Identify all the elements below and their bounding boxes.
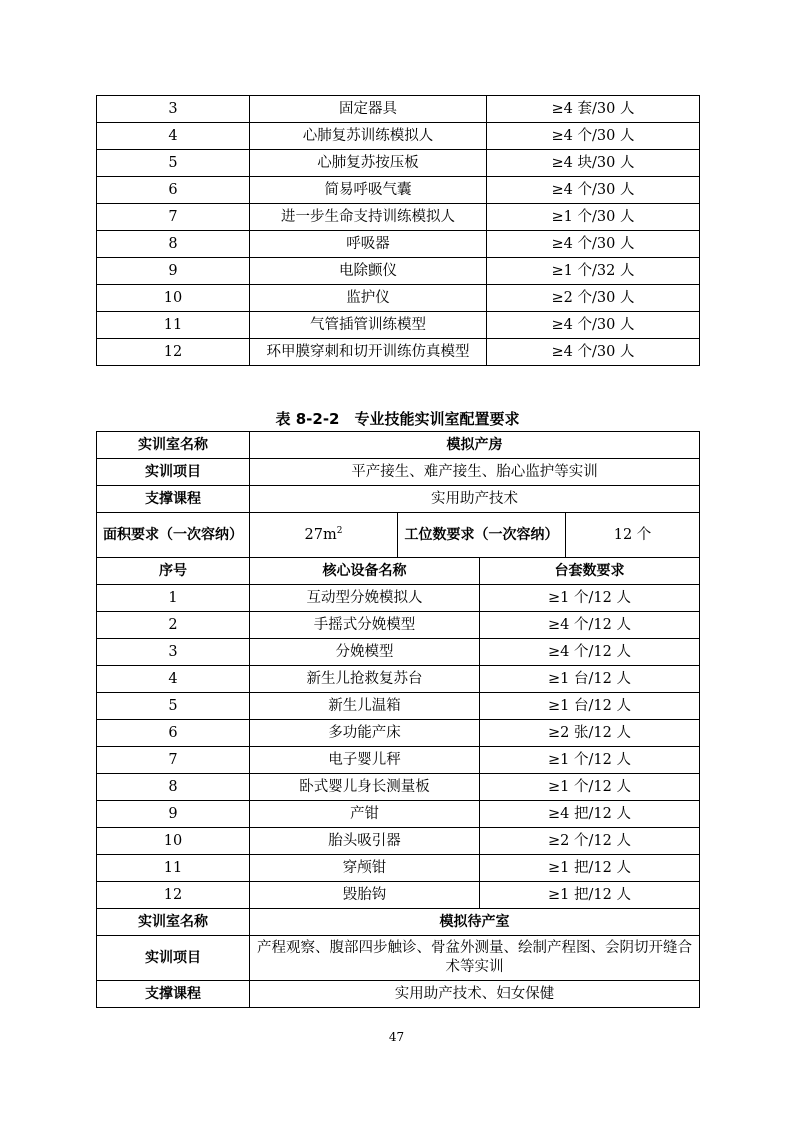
cell-name: 电除颤仪 [250,258,487,285]
cell-no: 9 [97,258,250,285]
cell-qty: ≥1 个/12 人 [480,747,700,774]
cell-no: 11 [97,855,250,882]
cell-qty: ≥1 个/12 人 [480,585,700,612]
training-room-config-table [96,431,700,1008]
cell-name: 卧式婴儿身长测量板 [250,774,480,801]
area-value [250,513,398,558]
equipment-table-continued [96,95,700,366]
table-row [97,639,700,666]
cell-qty: ≥4 个/12 人 [480,612,700,639]
cell-no: 3 [97,96,250,123]
table-row [97,720,700,747]
cell-name: 新生儿抢救复苏台 [250,666,480,693]
cell-qty: ≥4 个/30 人 [487,177,700,204]
cell-name: 心肺复苏按压板 [250,150,487,177]
cell-no: 10 [97,285,250,312]
cell-name: 电子婴儿秤 [250,747,480,774]
cell-no: 5 [97,693,250,720]
table-row [97,339,700,366]
project-value: 平产接生、难产接生、胎心监护等实训 [250,459,700,486]
col-no-header: 序号 [97,558,250,585]
cell-no: 7 [97,204,250,231]
cell-no: 8 [97,231,250,258]
cell-no: 8 [97,774,250,801]
project2-label: 实训项目 [97,936,250,981]
area-superscript: 2 [336,525,343,536]
cell-name: 气管插管训练模型 [250,312,487,339]
cell-no: 1 [97,585,250,612]
cell-qty: ≥4 块/30 人 [487,150,700,177]
cell-qty: ≥4 个/30 人 [487,339,700,366]
cell-name: 产钳 [250,801,480,828]
cell-qty: ≥2 个/30 人 [487,285,700,312]
cell-qty: ≥4 个/30 人 [487,312,700,339]
table-row [97,177,700,204]
cell-no: 2 [97,612,250,639]
project-row [97,459,700,486]
project2-row [97,936,700,981]
cell-qty: ≥1 个/30 人 [487,204,700,231]
cell-no: 3 [97,639,250,666]
table-row [97,204,700,231]
cell-no: 7 [97,747,250,774]
cell-no: 5 [97,150,250,177]
cell-qty: ≥1 个/12 人 [480,774,700,801]
table-row [97,123,700,150]
cell-name: 呼吸器 [250,231,487,258]
cell-name: 简易呼吸气囊 [250,177,487,204]
stations-value: 12 个 [566,513,700,558]
table-row [97,285,700,312]
cell-no: 9 [97,801,250,828]
table-row [97,855,700,882]
course2-row [97,981,700,1008]
cell-no: 10 [97,828,250,855]
table-row [97,96,700,123]
cell-qty: ≥1 台/12 人 [480,666,700,693]
area-label: 面积要求（一次容纳） [97,513,250,558]
cell-name: 穿颅钳 [250,855,480,882]
table-row [97,693,700,720]
cell-no: 4 [97,123,250,150]
cell-name: 心肺复苏训练模拟人 [250,123,487,150]
room-name-label: 实训室名称 [97,432,250,459]
table-row [97,258,700,285]
table-caption: 表 8-2-2 专业技能实训室配置要求 [275,410,520,428]
cell-qty: ≥4 个/30 人 [487,231,700,258]
cell-qty: ≥1 个/32 人 [487,258,700,285]
course2-value: 实用助产技术、妇女保健 [250,981,700,1008]
cell-no: 6 [97,177,250,204]
cell-qty: ≥4 套/30 人 [487,96,700,123]
table-row [97,585,700,612]
cell-name: 手摇式分娩模型 [250,612,480,639]
course-value: 实用助产技术 [250,486,700,513]
cell-name: 多功能产床 [250,720,480,747]
room2-name-label: 实训室名称 [97,909,250,936]
cell-qty: ≥1 台/12 人 [480,693,700,720]
cell-name: 新生儿温箱 [250,693,480,720]
cell-name: 胎头吸引器 [250,828,480,855]
cell-no: 4 [97,666,250,693]
cell-qty: ≥4 个/12 人 [480,639,700,666]
table-row [97,747,700,774]
area-row [97,513,700,558]
cell-name: 分娩模型 [250,639,480,666]
area-number: 27m [304,526,337,543]
cell-name: 进一步生命支持训练模拟人 [250,204,487,231]
table-row [97,231,700,258]
room2-name-row [97,909,700,936]
project2-value: 产程观察、腹部四步触诊、骨盆外测量、绘制产程图、会阴切开缝合术等实训 [250,936,700,981]
table-row [97,666,700,693]
cell-name: 监护仪 [250,285,487,312]
col-qty-header: 台套数要求 [480,558,700,585]
table-row [97,882,700,909]
project-label: 实训项目 [97,459,250,486]
table-row [97,612,700,639]
cell-name: 毁胎钩 [250,882,480,909]
course-label: 支撑课程 [97,486,250,513]
course-row [97,486,700,513]
cell-name: 互动型分娩模拟人 [250,585,480,612]
cell-no: 11 [97,312,250,339]
cell-name: 固定器具 [250,96,487,123]
course2-label: 支撑课程 [97,981,250,1008]
table-row [97,801,700,828]
cell-qty: ≥1 把/12 人 [480,855,700,882]
cell-no: 6 [97,720,250,747]
cell-qty: ≥1 把/12 人 [480,882,700,909]
cell-no: 12 [97,882,250,909]
table-row [97,312,700,339]
room-name-value: 模拟产房 [250,432,700,459]
table-row [97,150,700,177]
stations-label: 工位数要求（一次容纳） [398,513,566,558]
cell-qty: ≥2 个/12 人 [480,828,700,855]
room-name-row [97,432,700,459]
table-row [97,774,700,801]
table-row [97,828,700,855]
cell-qty: ≥4 把/12 人 [480,801,700,828]
cell-qty: ≥4 个/30 人 [487,123,700,150]
cell-no: 12 [97,339,250,366]
page-number: 47 [388,1030,405,1044]
cell-qty: ≥2 张/12 人 [480,720,700,747]
col-name-header: 核心设备名称 [250,558,480,585]
room2-name-value: 模拟待产室 [250,909,700,936]
header-row [97,558,700,585]
cell-name: 环甲膜穿刺和切开训练仿真模型 [250,339,487,366]
